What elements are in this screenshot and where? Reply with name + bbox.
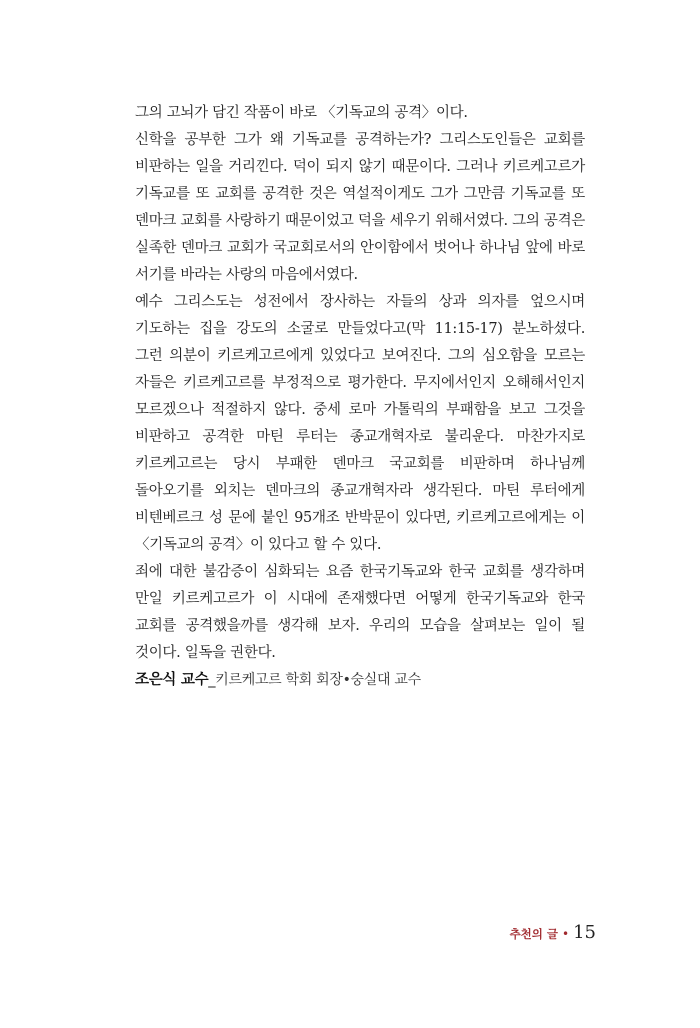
page-footer (510, 922, 596, 943)
footer-bullet: • (562, 927, 570, 941)
paragraph-2: 신학을 공부한 그가 왜 기독교를 공격하는가? 그리스도인들은 교회를 비판하는 일을 거리낀다. 덕이 되지 않기 때문이다. 그러나 키르케고르가 기독교를 또 교회를 공격한 것은 역설적이게도 그가 그만큼 기독교를 또 덴마크 교회를 사랑하기 때문이었고 덕을 세우기 위해서였다. 그의 공격은 실족한 덴마크 교회가 국교회로서의 안이함에서 벗어나 하나님 앞에 바로 서기를 바라는 사랑의 마음에서였다. (135, 132, 585, 283)
byline-separator: _ (208, 672, 216, 688)
running-section-title: 추천의 글 (509, 927, 559, 941)
byline (135, 667, 585, 694)
byline-author: 조은식 교수 (135, 672, 209, 688)
byline-role: 키르케고르 학회 회장•숭실대 교수 (215, 672, 421, 688)
paragraph-3: 예수 그리스도는 성전에서 장사하는 자들의 상과 의자를 엎으시며 기도하는 집을 강도의 소굴로 만들었다고(막 11:15-17) 분노하셨다. 그런 의분이 키르케고르에게 있었다고 보여진다. 그의 심오함을 모르는 자들은 키르케고르를 부정적으로 평가한다. 무지에서인지 오해해서인지 모르겠으나 적절하지 않다. 중세 로마 가톨릭의 부패함을 보고 그것을 비판하고 공격한 마틴 루터는 종교개혁자로 불리운다. 마찬가지로 키르케고르는 당시 부패한 덴마크 국교회를 비판하며 하나님께 돌아오기를 외치는 덴마크의 종교개혁자라 생각된다. 마틴 루터에게 비텐베르크 성 문에 붙인 95개조 반박문이 있다면, 키르케고르에게는 이 〈기독교의 공격〉이 있다고 할 수 있다. (135, 294, 585, 553)
paragraph-1: 그의 고뇌가 담긴 작품이 바로 〈기독교의 공격〉이다. (135, 105, 468, 121)
page-number: 15 (573, 922, 596, 943)
paragraph-4: 죄에 대한 불감증이 심화되는 요즘 한국기독교와 한국 교회를 생각하며 만일 키르케고르가 이 시대에 존재했다면 어떻게 한국기독교와 한국 교회를 공격했을까를 생각해 보자. 우리의 모습을 살펴보는 일이 될 것이다. 일독을 권한다. (135, 564, 585, 661)
page-body (135, 100, 585, 694)
